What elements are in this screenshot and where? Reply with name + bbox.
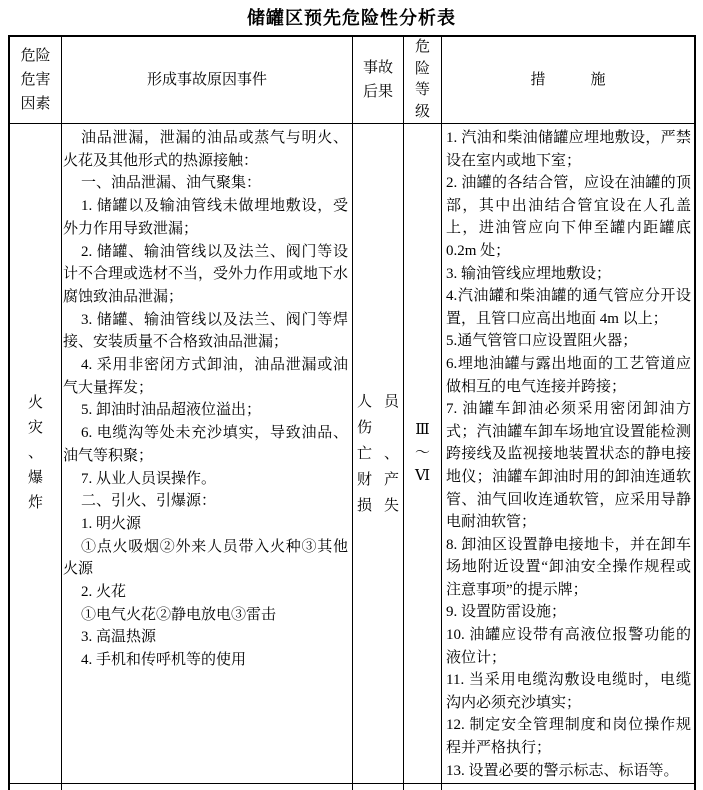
cause-paragraph: 1. 储罐以及输油管线未做埋地敷设，受外力作用导致泄漏； xyxy=(63,198,348,237)
header-risk-level xyxy=(404,37,442,124)
cell-measures xyxy=(442,124,694,784)
cause-paragraph: 3. 高温热源 xyxy=(81,629,157,646)
measure-paragraph: 7. 油罐车卸油必须采用密闭卸油方式；汽油罐车卸车场地宜设置能检测跨接线及监视接地装置状态的静电接地仪；油罐车卸油时用的卸油连通软管、油气回收连通软管，应采用导静电耐油软管； xyxy=(446,401,691,531)
cause-paragraph: 7. 从业人员误操作。 xyxy=(81,470,217,487)
header-risk-level-char: 级 xyxy=(414,103,430,120)
cause-paragraph: 2. 储罐、输油管线以及法兰、阀门等设计不合理或选材不当，受外力作用或地下水腐蚀致油品泄漏； xyxy=(63,243,349,305)
measure-paragraph: 10. 油罐应设带有高液位报警功能的液位计； xyxy=(446,627,691,666)
next-row-stub-col3 xyxy=(353,784,404,790)
measure-paragraph: 3. 输油管线应埋地敷设； xyxy=(446,265,612,282)
measure-paragraph: 4.汽油罐和柴油罐的通气管应分开设置，且管口应高出地面 4m 以上； xyxy=(446,288,691,327)
cause-paragraph: 6. 电缆沟等处未充沙填实，导致油品、油气等积聚； xyxy=(63,425,348,464)
cell-consequence xyxy=(353,124,404,784)
measure-paragraph: 5.通气管管口应设置阻火器； xyxy=(446,333,638,350)
hazard-factor-char: 、 xyxy=(27,445,43,461)
hazard-factor-char: 灾 xyxy=(27,420,43,436)
consequence-line: 伤 xyxy=(357,419,373,436)
hazard-factor-char: 火 xyxy=(27,395,43,411)
next-row-stub-col5 xyxy=(442,784,694,790)
hazard-factor-char: 爆 xyxy=(27,470,43,486)
cell-risk-level xyxy=(404,124,442,784)
measure-paragraph: 8. 卸油区设置静电接地卡，并在卸车场地附近设置“卸油安全操作规程或注意事项”的提示牌； xyxy=(446,536,691,598)
cause-paragraph: 5. 卸油时油品超液位溢出； xyxy=(81,402,262,419)
cause-paragraph: ①点火吸烟②外来人员带入火种③其他火源 xyxy=(63,538,348,578)
measure-paragraph: 13. 设置必要的警示标志、标语等。 xyxy=(446,762,679,779)
next-row-stub-col1 xyxy=(10,784,62,790)
consequence-line: 亡、 xyxy=(357,445,399,462)
hazard-factor-char: 炸 xyxy=(27,495,43,511)
cause-paragraph: 一、油品泄漏、油气聚集： xyxy=(81,175,262,192)
header-consequence xyxy=(353,37,404,124)
cause-paragraph: 1. 明火源 xyxy=(81,515,142,532)
consequence-line: 人员 xyxy=(357,393,399,410)
cause-paragraph: 4. 手机和传呼机等的使用 xyxy=(81,652,247,669)
header-risk-level-char: 险 xyxy=(414,60,430,77)
header-hazard-factor-line: 危害 xyxy=(20,72,51,88)
header-measures-label: 措 施 xyxy=(530,72,606,88)
consequence-line: 财产 xyxy=(357,471,399,488)
cause-paragraph: 二、引火、引爆源： xyxy=(81,493,217,510)
header-cause-events-label: 形成事故原因事件 xyxy=(146,72,267,88)
cell-hazard-factor xyxy=(10,124,62,784)
next-row-stub-col2 xyxy=(62,784,353,790)
next-row-stub-col4 xyxy=(404,784,442,790)
cause-paragraph: 2. 火花 xyxy=(81,584,127,601)
header-measures xyxy=(442,37,694,124)
cause-paragraph: 4. 采用非密闭方式卸油，油品泄漏或油气大量挥发； xyxy=(63,357,348,396)
risk-level-char: Ⅵ xyxy=(414,468,431,484)
cause-paragraph: ①电气火花②静电放电③雷击 xyxy=(81,606,277,623)
header-risk-level-char: 等 xyxy=(414,82,430,98)
measure-paragraph: 6.埋地油罐与露出地面的工艺管道应做相互的电气连接并跨接； xyxy=(446,355,691,395)
consequence-line: 损失 xyxy=(357,497,399,514)
cause-paragraph: 油品泄漏，泄漏的油品或蒸气与明火、火花及其他形式的热源接触： xyxy=(63,130,348,169)
risk-level-char: Ⅲ xyxy=(415,422,430,438)
cause-paragraph: 3. 储罐、输油管线以及法兰、阀门等焊接、安装质量不合格致油品泄漏； xyxy=(63,311,348,351)
cell-cause-events xyxy=(62,124,353,784)
measure-paragraph: 11. 当采用电缆沟敷设电缆时，电缆沟内必须充沙填实； xyxy=(446,672,691,711)
header-hazard-factor-line: 危险 xyxy=(20,48,51,64)
risk-level-char: ～ xyxy=(414,445,430,461)
header-consequence-line: 后果 xyxy=(362,84,393,100)
header-consequence-line: 事故 xyxy=(362,60,393,76)
measure-paragraph: 1. 汽油和柴油储罐应埋地敷设，严禁设在室内或地下室； xyxy=(446,130,691,169)
header-hazard-factor xyxy=(10,37,62,124)
header-hazard-factor-line: 因素 xyxy=(20,96,51,112)
hazard-analysis-table xyxy=(8,35,696,790)
measure-paragraph: 2. 油罐的各结合管，应设在油罐的顶部，其中出油结合管宜设在人孔盖上，进油管应向下伸至罐内距罐底 0.2m 处； xyxy=(446,175,691,259)
measure-paragraph: 9. 设置防雷设施； xyxy=(446,604,567,621)
measure-paragraph: 12. 制定安全管理制度和岗位操作规程并严格执行； xyxy=(446,717,691,757)
header-cause-events xyxy=(62,37,353,124)
page-title: 储罐区预先危险性分析表 xyxy=(247,8,456,28)
header-risk-level-char: 危 xyxy=(414,39,430,55)
